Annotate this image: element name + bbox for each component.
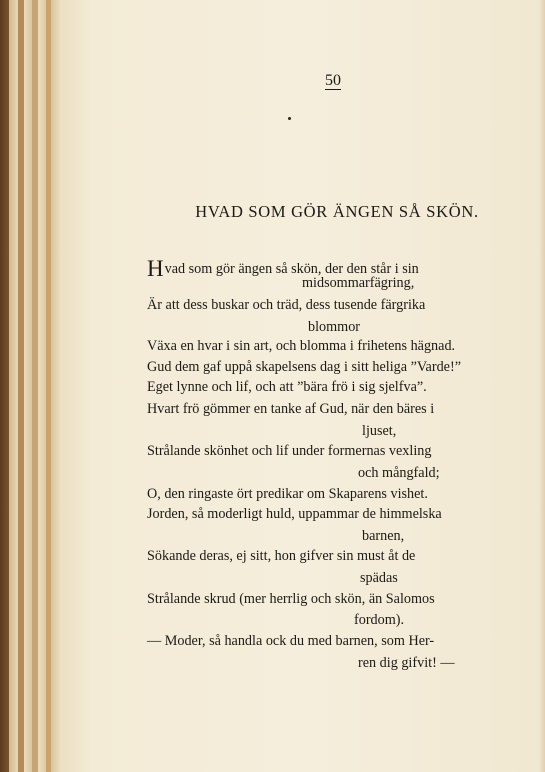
poem-title: HVAD SOM GÖR ÄNGEN SÅ SKÖN.	[195, 202, 479, 221]
poem-line: Eget lynne och lif, och att ”bära frö i sig sjelfva”.	[147, 379, 427, 395]
poem-line: O, den ringaste ört predikar om Skaparens vishet.	[147, 486, 428, 502]
poem-line: Jorden, så moderligt huld, uppammar de himmelska	[147, 506, 442, 522]
poem-first-line: Hvad som gör ängen så skön, der den står i sin	[147, 256, 419, 281]
poem-line: — Moder, så handla ock du med barnen, som Her-	[147, 633, 435, 649]
poem-line: Är att dess buskar och träd, dess tusende färgrika	[147, 297, 426, 313]
poem-line: Växa en hvar i sin art, och blomma i frihetens hägnad.	[147, 338, 456, 354]
poem-line: blommor	[308, 319, 361, 335]
poem-line: midsommarfägring,	[302, 275, 415, 291]
poem-line: Sökande deras, ej sitt, hon gifver sin must åt de	[147, 548, 416, 564]
book-page	[62, 0, 545, 772]
poem-line: Gud dem gaf uppå skapelsens dag i sitt heliga ”Varde!”	[147, 359, 461, 375]
page-edge	[9, 0, 18, 772]
poem-line: fordom).	[354, 612, 405, 628]
poem-line: ljuset,	[362, 423, 397, 439]
poem-line: Strålande skrud (mer herrlig och skön, än Salomos	[147, 591, 435, 607]
poem-line: barnen,	[362, 528, 405, 544]
page-edge	[51, 0, 62, 772]
poem-line: och mångfald;	[358, 465, 440, 481]
book-edge	[0, 0, 9, 772]
poem-line: ren dig gifvit! —	[358, 655, 455, 671]
page-edge	[24, 0, 32, 772]
drop-cap: H	[147, 256, 164, 281]
poem-body	[62, 0, 545, 772]
poem-line: spädas	[360, 570, 398, 586]
page-edge	[38, 0, 46, 772]
poem-line: Hvart frö gömmer en tanke af Gud, när den bäres i	[147, 401, 435, 417]
poem-line	[147, 254, 517, 281]
poem-line: Strålande skönhet och lif under formernas vexling	[147, 443, 432, 459]
page-number: 50	[325, 72, 341, 89]
